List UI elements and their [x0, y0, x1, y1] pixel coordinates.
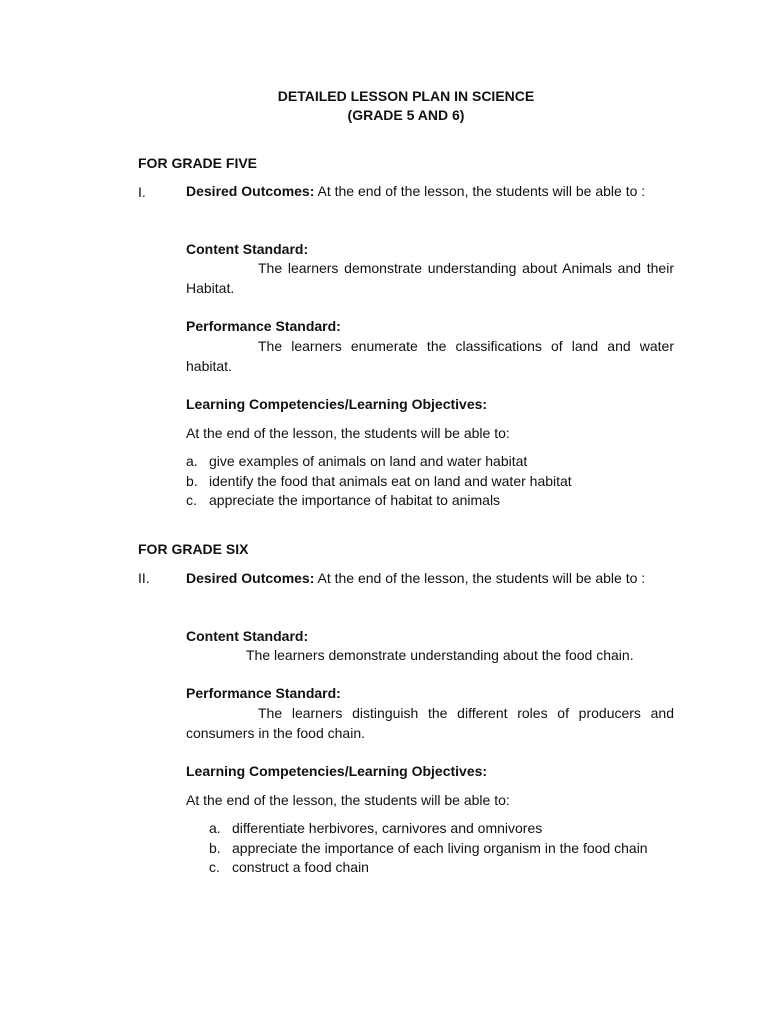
list-item-text: identify the food that animals eat on land and water habitat	[209, 472, 572, 489]
grade5-objectives-intro: At the end of the lesson, the students will be able to:	[186, 425, 510, 441]
list-marker: b.	[186, 472, 198, 489]
list-item-text: appreciate the importance of habitat to animals	[209, 492, 501, 508]
list-marker: b.	[209, 839, 221, 856]
grade6-competencies-label: Learning Competencies/Learning Objectives:	[186, 763, 488, 779]
grade5-competencies-label: Learning Competencies/Learning Objectives:	[186, 396, 488, 412]
list-item	[186, 491, 674, 511]
list-item	[209, 858, 674, 878]
grade6-numeral: II.	[138, 570, 150, 586]
grade5-desired-text: At the end of the lesson, the students will be able to :	[314, 183, 646, 199]
grade6-desired-label: Desired Outcomes:	[186, 570, 315, 586]
grade6-desired-outcomes	[186, 569, 674, 589]
grade5-performance-label: Performance Standard:	[186, 318, 341, 334]
document-title: DETAILED LESSON PLAN IN SCIENCE	[277, 88, 535, 104]
grade5-objectives-list	[186, 452, 674, 511]
grade5-heading: FOR GRADE FIVE	[138, 155, 258, 171]
list-item	[186, 472, 674, 492]
list-marker: c.	[186, 492, 197, 508]
grade5-performance-text: The learners enumerate the classifications of land and water habitat.	[186, 338, 674, 374]
document-subtitle: (GRADE 5 AND 6)	[347, 107, 465, 123]
grade6-performance-label: Performance Standard:	[186, 685, 341, 701]
grade6-objectives-intro: At the end of the lesson, the students will be able to:	[186, 792, 510, 808]
grade6-content-text: The learners demonstrate understanding about the food chain.	[246, 647, 634, 663]
list-marker: c.	[209, 859, 220, 875]
list-marker: a.	[186, 453, 198, 469]
grade5-desired-outcomes	[186, 182, 674, 202]
list-item	[209, 839, 674, 859]
list-item	[209, 819, 674, 839]
grade5-desired-label: Desired Outcomes:	[186, 183, 315, 199]
grade6-content-label: Content Standard:	[186, 628, 309, 644]
list-item	[186, 452, 674, 472]
grade6-performance-text: The learners distinguish the different roles of producers and consumers in the food chain.	[186, 705, 674, 741]
grade5-content-text: The learners demonstrate understanding about Animals and their Habitat.	[186, 260, 674, 296]
grade6-heading: FOR GRADE SIX	[138, 541, 249, 557]
list-marker: a.	[209, 820, 221, 836]
grade5-content-label: Content Standard:	[186, 241, 309, 257]
grade6-objectives-list	[209, 819, 674, 878]
grade5-numeral: I.	[138, 184, 146, 200]
grade6-desired-text: At the end of the lesson, the students will be able to :	[314, 570, 646, 586]
list-item-text: differentiate herbivores, carnivores and omnivores	[232, 820, 543, 836]
list-item-text: construct a food chain	[232, 859, 369, 875]
list-item-text: appreciate the importance of each living organism in the food chain	[232, 839, 648, 856]
list-item-text: give examples of animals on land and water habitat	[209, 453, 528, 469]
